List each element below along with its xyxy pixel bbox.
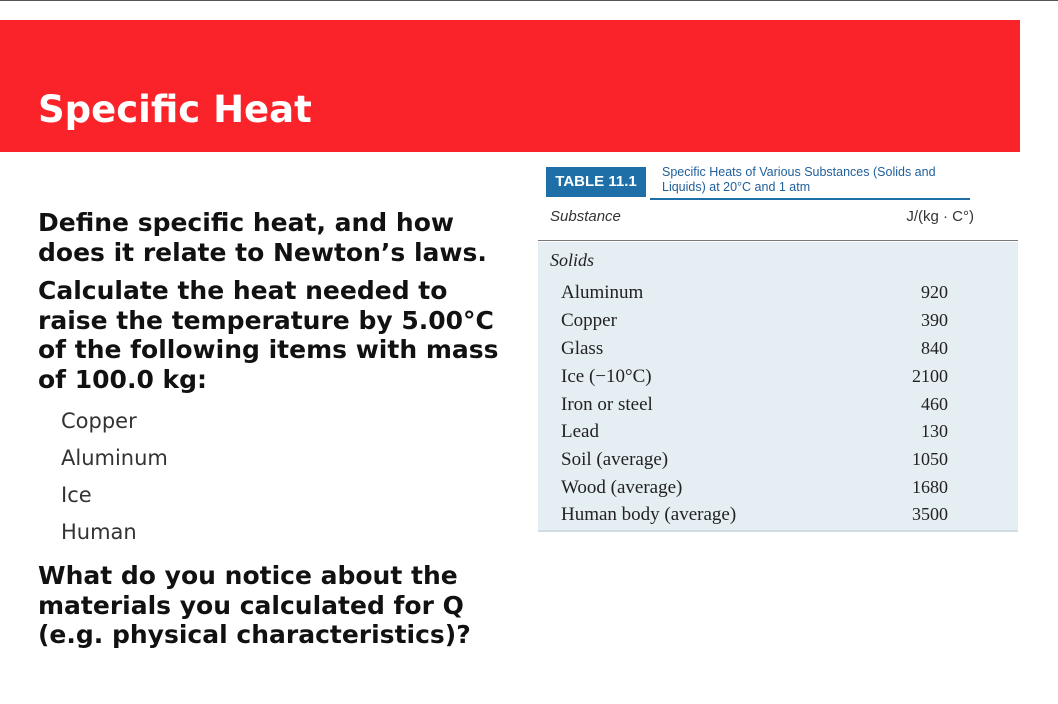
specific-heat-value: 460	[921, 394, 948, 414]
list-item: Human	[61, 520, 137, 544]
table-row	[538, 502, 1018, 530]
slide-title: Specific Heat	[38, 88, 312, 131]
specific-heat-value: 390	[921, 310, 948, 330]
specific-heat-value: 2100	[912, 366, 948, 386]
table-row	[538, 475, 1018, 503]
substance-name: Glass	[561, 338, 604, 359]
substance-name: Ice (−10°C)	[561, 366, 652, 387]
question-notice: What do you notice about the materials you calculated for Q (e.g. physical characteristics)?	[38, 561, 471, 649]
specific-heat-value: 1050	[912, 449, 948, 469]
substance-name: Soil (average)	[561, 449, 669, 470]
question-define: Define specific heat, and how does it relate to Newton’s laws.	[38, 208, 487, 267]
substance-name: Iron or steel	[561, 394, 653, 415]
column-header-row	[538, 200, 1018, 241]
table-header	[538, 160, 1018, 200]
specific-heat-value: 3500	[912, 504, 948, 524]
substance-name: Copper	[561, 310, 617, 331]
table-row	[538, 392, 1018, 420]
table-caption: Specific Heats of Various Substances (Solids and Liquids) at 20°C and 1 atm	[662, 165, 936, 194]
specific-heat-value: 920	[921, 282, 948, 302]
table-row	[538, 419, 1018, 447]
column-header-units: J/(kg · C°)	[906, 208, 974, 225]
column-header-substance: Substance	[550, 208, 621, 225]
substance-name: Aluminum	[561, 282, 644, 303]
specific-heat-value: 1680	[912, 477, 948, 497]
specific-heat-value: 840	[921, 338, 948, 358]
list-item: Ice	[61, 483, 92, 507]
slide-body	[38, 208, 518, 650]
item-list	[61, 403, 518, 551]
table-row	[538, 280, 1018, 308]
list-item: Aluminum	[61, 446, 168, 470]
specific-heat-table	[538, 160, 1018, 532]
table-row	[538, 336, 1018, 364]
table-row	[538, 364, 1018, 392]
specific-heat-value: 130	[921, 421, 948, 441]
substance-name: Lead	[561, 421, 599, 442]
table-number-badge: TABLE 11.1	[546, 167, 646, 197]
table-row	[538, 447, 1018, 475]
title-band	[0, 20, 1020, 152]
top-rule	[0, 0, 1058, 1]
substance-name: Wood (average)	[561, 477, 683, 498]
list-item: Copper	[61, 409, 137, 433]
question-calculate: Calculate the heat needed to raise the temperature by 5.00°C of the following items with mass of 100.0 kg:	[38, 276, 499, 394]
group-label: Solids	[550, 250, 595, 270]
table-row	[538, 308, 1018, 336]
table-body	[538, 242, 1018, 532]
substance-name: Human body (average)	[561, 504, 737, 525]
